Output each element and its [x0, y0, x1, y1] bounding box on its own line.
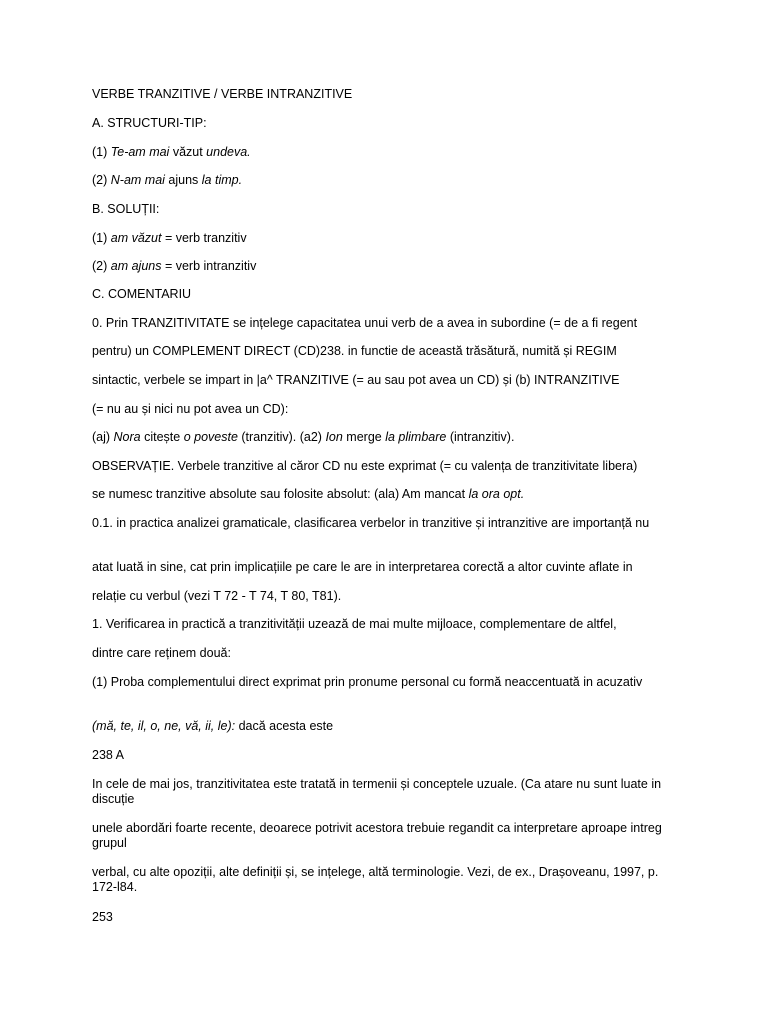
paragraph-0-line-3: sintactic, verbele se impart in |a^ TRANZITIVE (= au sau pot avea un CD) și (b) INTRANZITIVE: [92, 373, 620, 387]
paragraph-0-line-2: pentru) un COMPLEMENT DIRECT (CD)238. in functie de această trăsătură, numită și REGIM: [92, 344, 617, 358]
paragraph-0-line-1: 0. Prin TRANZITIVITATE se ințelege capacitatea unui verb de a avea in subordine (= de a fi regent: [92, 316, 638, 330]
paragraph-1-line-1: 1. Verificarea in practică a tranzitivității uzează de mai multe mijloace, complementare de altfel,: [92, 617, 617, 631]
footnote-line-3: verbal, cu alte opoziții, alte definiții și, se ințelege, altă terminologie. Vezi, de ex., Drașoveanu, 1997, p. 172-l84.: [92, 865, 659, 894]
solution-1: (1) am văzut = verb tranzitiv: [92, 231, 247, 245]
paragraph-01-line-3: relație cu verbul (vezi T 72 - T 74, T 80, T81).: [92, 589, 342, 603]
paragraph-1-line-4: (mă, te, il, o, ne, vă, ii, le): dacă acesta este: [92, 719, 334, 733]
observation-line-2: se numesc tranzitive absolute sau folosite absolut: (ala) Am mancat la ora opt.: [92, 487, 525, 501]
example-a-line: (aj) Nora citește o poveste (tranzitiv). (a2) Ion merge la plimbare (intranzitiv).: [92, 430, 515, 444]
paragraph-01-line-2: atat luată in sine, cat prin implicațiile pe care le are in interpretarea corectă a altor cuvinte aflate in: [92, 560, 633, 574]
paragraph-1-line-3: (1) Proba complementului direct exprimat prin pronume personal cu formă neaccentuată in acuzativ: [92, 675, 643, 689]
paragraph-0-line-4: (= nu au și nici nu pot avea un CD):: [92, 402, 289, 416]
document-title: VERBE TRANZITIVE / VERBE INTRANZITIVE: [92, 87, 353, 101]
section-c-heading: C. COMENTARIU: [92, 287, 192, 301]
section-b-heading: B. SOLUȚII:: [92, 202, 160, 216]
example-2: (2) N-am mai ajuns la timp.: [92, 173, 243, 187]
footnote-number: 238 A: [92, 748, 124, 762]
paragraph-1-line-2: dintre care reținem două:: [92, 646, 231, 660]
section-a-heading: A. STRUCTURI-TIP:: [92, 116, 207, 130]
paragraph-01-line-1: 0.1. in practica analizei gramaticale, clasificarea verbelor in tranzitive și intranzitive are importanță nu: [92, 516, 650, 530]
page-number: 253: [92, 910, 113, 924]
example-1: (1) Te-am mai văzut undeva.: [92, 145, 251, 159]
solution-2: (2) am ajuns = verb intranzitiv: [92, 259, 257, 273]
footnote-line-2: unele abordări foarte recente, deoarece potrivit acestora trebuie regandit ca interpretare aproape intreg grupul: [92, 821, 662, 850]
footnote-line-1: In cele de mai jos, tranzitivitatea este tratată in termenii și conceptele uzuale. (Ca atare nu sunt luate in discuție: [92, 777, 662, 806]
observation-line-1: OBSERVAȚIE. Verbele tranzitive al căror CD nu este exprimat (= cu valența de tranzitivitate libera): [92, 459, 638, 473]
